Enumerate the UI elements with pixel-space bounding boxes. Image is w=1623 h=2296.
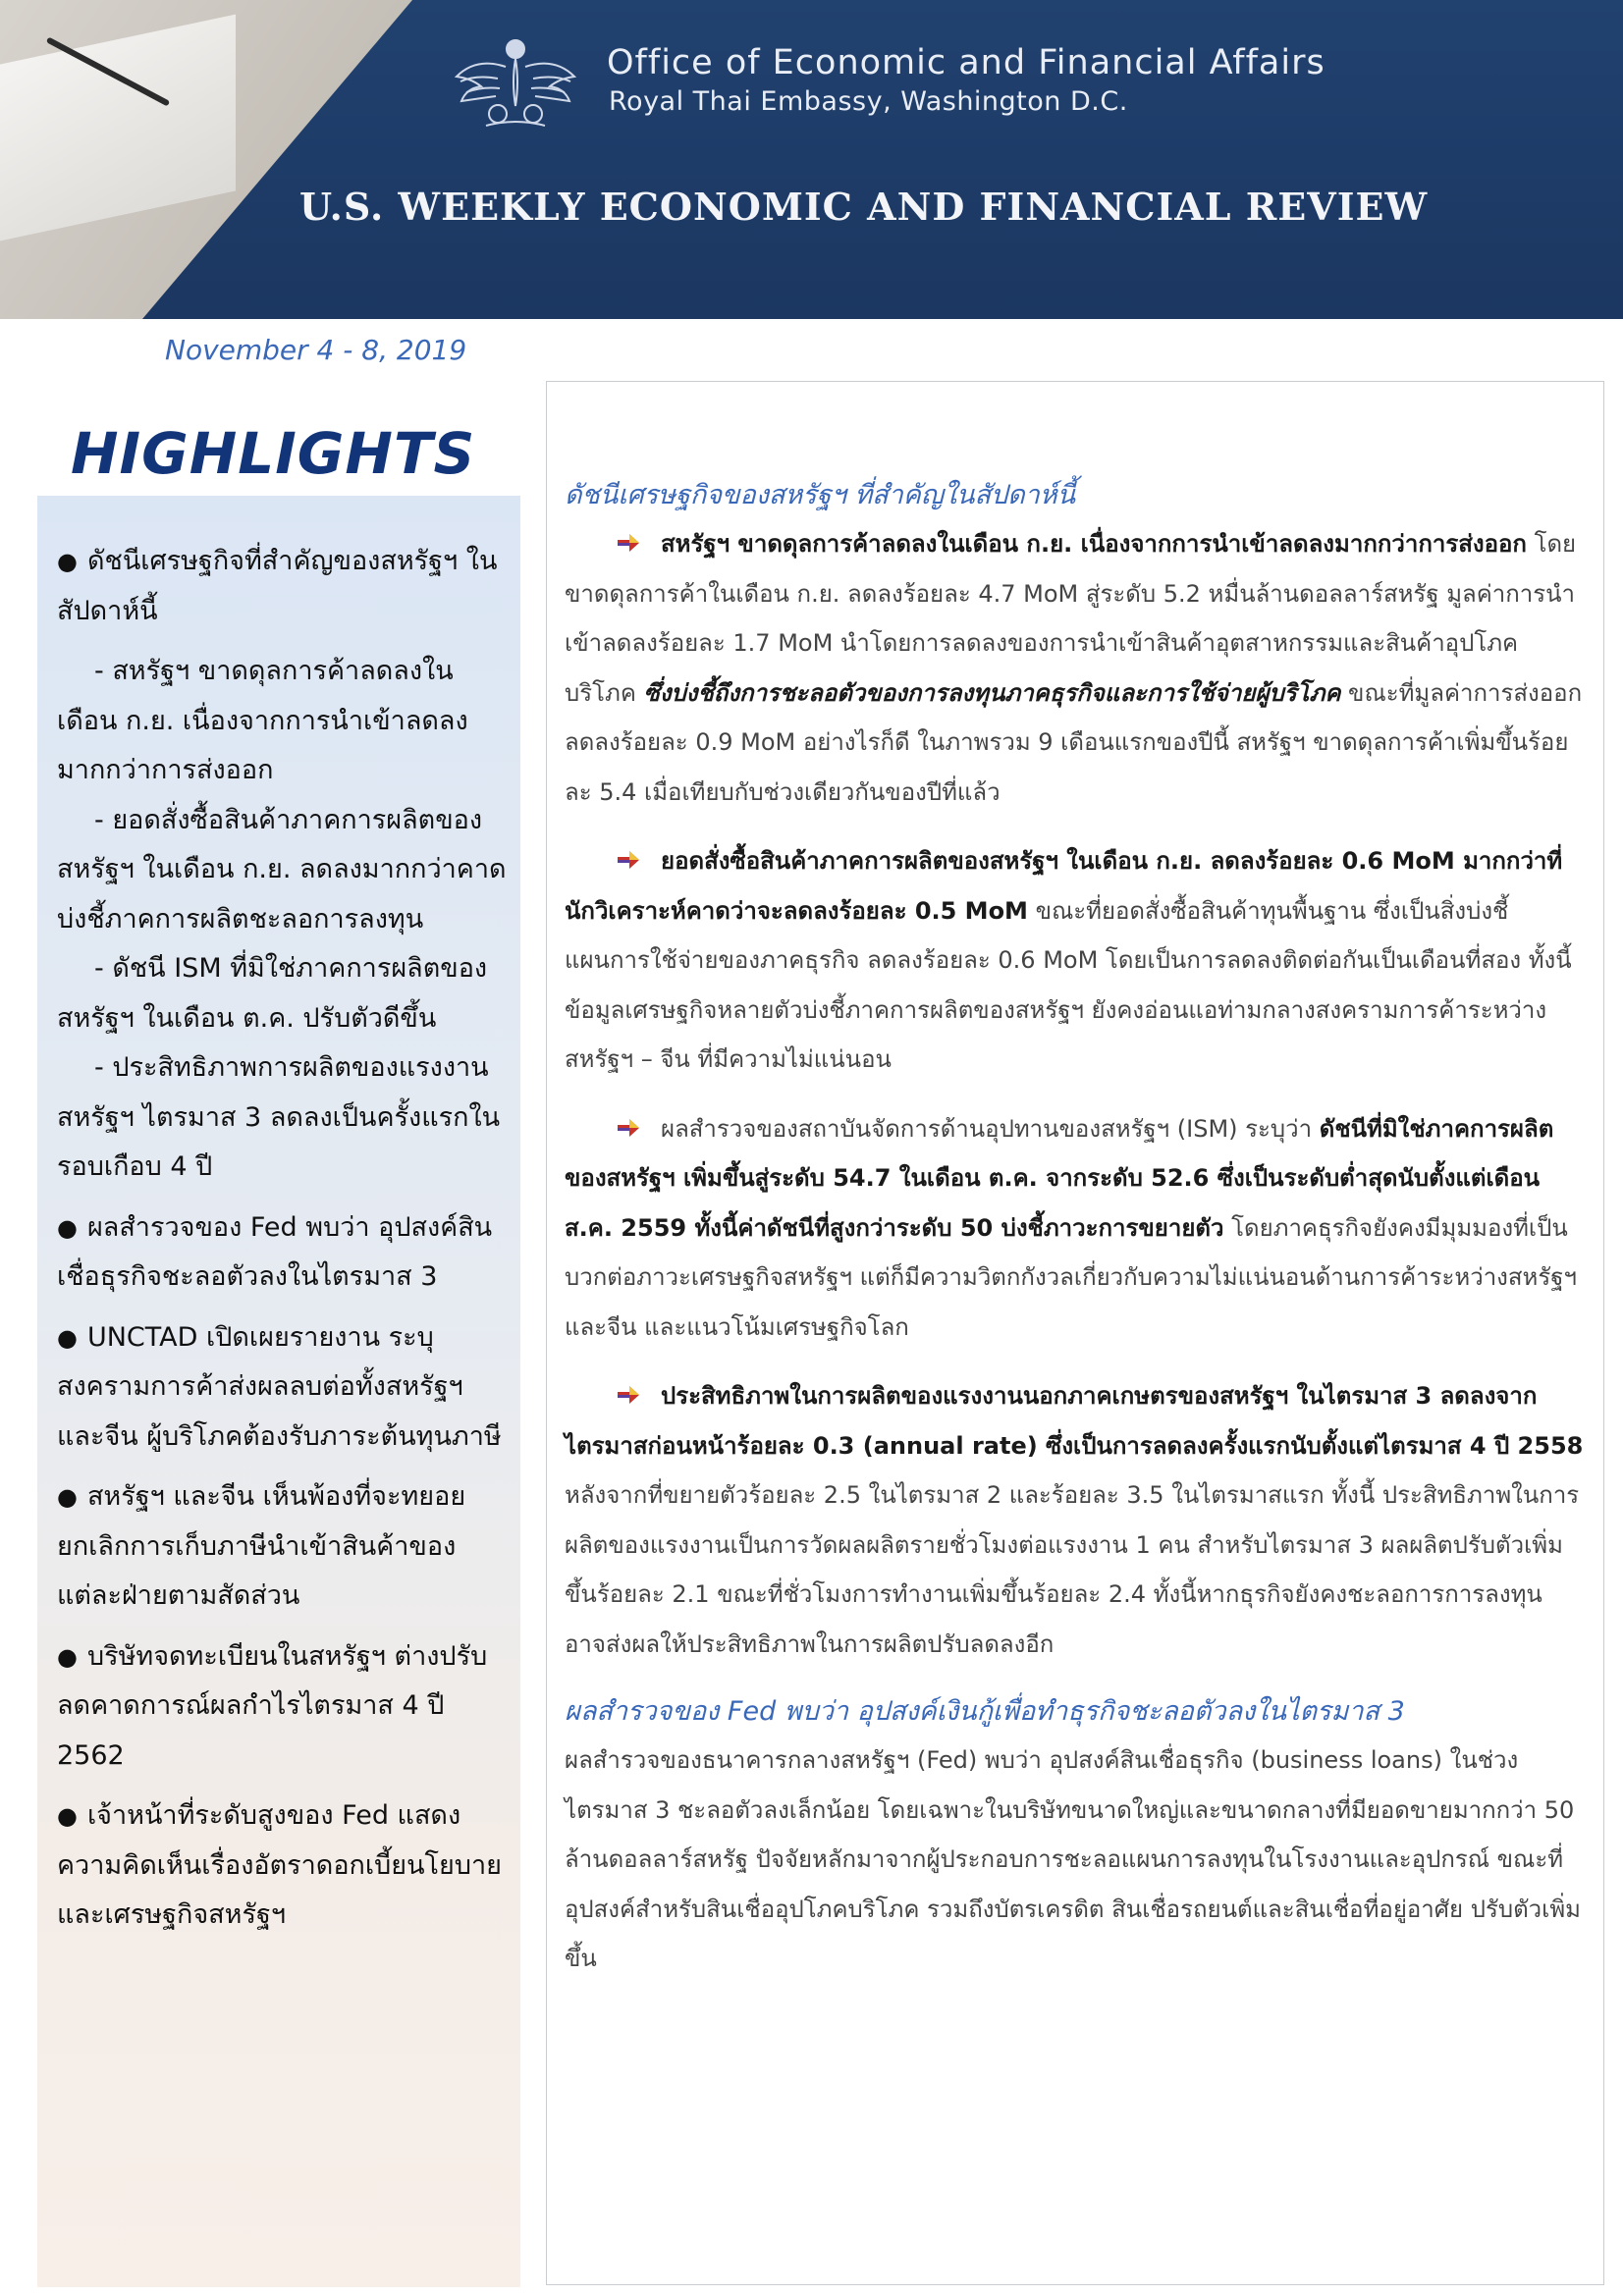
highlight-item: ● สหรัฐฯ และจีน เห็นพ้องที่จะทยอยยกเลิกการเก็บภาษีนำเข้าสินค้าของแต่ละฝ่ายตามสัดส่วน	[57, 1481, 466, 1611]
section-title: ดัชนีเศรษฐกิจของสหรัฐฯ ที่สำคัญในสัปดาห์นี้	[565, 480, 1076, 510]
bullet-icon: ●	[57, 1213, 78, 1242]
highlight-subitem: - ประสิทธิภาพการผลิตของแรงงานสหรัฐฯ ไตรมาส 3 ลดลงเป็นครั้งแรกในรอบเกือบ 4 ปี	[57, 1052, 501, 1182]
highlight-item: ● บริษัทจดทะเบียนในสหรัฐฯ ต่างปรับลดคาดการณ์ผลกำไรไตรมาส 4 ปี 2562	[57, 1640, 488, 1771]
article-paragraph: ผลสำรวจของสถาบันจัดการด้านอุปทานของสหรัฐฯ (ISM) ระบุว่า ดัชนีที่มิใช่ภาคการผลิตของสหรัฐฯ เพิ่มขึ้นสู่ระดับ 54.7 ในเดือน ต.ค. จากระดับ 52.6 ซึ่งเป็นระดับต่ำสุดนับตั้งแต่เดือน ส.ค. 2559 ทั้งนี้ค่าดัชนีที่สูงกว่าระดับ 50 บ่งชี้ภาวะการขยายตัว โดยภาคธุรกิจยังคงมีมุมมองที่เป็นบวกต่อภาวะเศรษฐกิจสหรัฐฯ แต่ก็มีความวิตกกังวลเกี่ยวกับความไม่แน่นอนด้านการค้าระหว่างสหรัฐฯ และจีน และแนวโน้มเศรษฐกิจโลก	[565, 1114, 1577, 1341]
main-content	[565, 472, 1586, 2003]
highlight-subitem: - ยอดสั่งซื้อสินค้าภาคการผลิตของสหรัฐฯ ในเดือน ก.ย. ลดลงมากกว่าคาด บ่งชี้ภาคการผลิตชะลอการลงทุน	[57, 804, 507, 934]
main-content-box	[546, 381, 1604, 2285]
bullet-icon: ●	[57, 548, 78, 575]
highlight-item: ● เจ้าหน้าที่ระดับสูงของ Fed แสดงความคิดเห็นเรื่องอัตราดอกเบี้ยนโยบายและเศรษฐกิจสหรัฐฯ	[57, 1800, 502, 1930]
arrow-bullet-icon	[616, 848, 641, 872]
article-paragraph: ยอดสั่งซื้อสินค้าภาคการผลิตของสหรัฐฯ ในเดือน ก.ย. ลดลงร้อยละ 0.6 MoM มากกว่าที่นักวิเคราะห์คาดว่าจะลดลงร้อยละ 0.5 MoM ขณะที่ยอดสั่งซื้อสินค้าทุนพื้นฐาน ซึ่งเป็นสิ่งบ่งชี้แผนการใช้จ่ายของภาคธุรกิจ ลดลงร้อยละ 0.6 MoM โดยเป็นการลดลงติดต่อกันเป็นเดือนที่สอง ทั้งนี้ข้อมูลเศรษฐกิจหลายตัวบ่งชี้ภาคการผลิตของสหรัฐฯ ยังคงอ่อนแอท่ามกลางสงครามการค้าระหว่างสหรัฐฯ – จีน ที่มีความไม่แน่นอน	[565, 847, 1572, 1073]
highlight-item: ● ผลสำรวจของ Fed พบว่า อุปสงค์สินเชื่อธุรกิจชะลอตัวลงในไตรมาส 3	[57, 1211, 493, 1292]
section-title: ผลสำรวจของ Fed พบว่า อุปสงค์เงินกู้เพื่อทำธุรกิจชะลอตัวลงในไตรมาส 3	[565, 1696, 1405, 1727]
review-title: U.S. WEEKLY ECONOMIC AND FINANCIAL REVIEW	[299, 185, 1429, 229]
highlight-item: ● ดัชนีเศรษฐกิจที่สำคัญของสหรัฐฯ ในสัปดาห์นี้	[57, 546, 498, 626]
arrow-bullet-icon	[616, 1383, 641, 1407]
arrow-bullet-icon	[616, 531, 641, 555]
highlights-title: HIGHLIGHTS	[71, 420, 476, 487]
article-paragraph: ประสิทธิภาพในการผลิตของแรงงานนอกภาคเกษตรของสหรัฐฯ ในไตรมาส 3 ลดลงจากไตรมาสก่อนหน้าร้อยละ 0.3 (annual rate) ซึ่งเป็นการลดลงครั้งแรกนับตั้งแต่ไตรมาส 4 ปี 2558 หลังจากที่ขยายตัวร้อยละ 2.5 ในไตรมาส 2 และร้อยละ 3.5 ในไตรมาสแรก ทั้งนี้ ประสิทธิภาพในการผลิตของแรงงานเป็นการวัดผลผลิตรายชั่วโมงต่อแรงงาน 1 คน สำหรับไตรมาส 3 ผลผลิตปรับตัวเพิ่มขึ้นร้อยละ 2.1 ขณะที่ชั่วโมงการทำงานเพิ่มขึ้นร้อยละ 2.4 ทั้งนี้หากธุรกิจยังคงชะลอการการลงทุน อาจส่งผลให้ประสิทธิภาพในการผลิตปรับลดลงอีก	[565, 1382, 1584, 1658]
garuda-logo-icon	[447, 27, 584, 135]
bullet-icon: ●	[57, 1802, 78, 1830]
highlights-panel	[37, 496, 520, 2287]
article-paragraph: สหรัฐฯ ขาดดุลการค้าลดลงในเดือน ก.ย. เนื่องจากการนำเข้าลดลงมากกว่าการส่งออก โดยขาดดุลการค้าในเดือน ก.ย. ลดลงร้อยละ 4.7 MoM สู่ระดับ 5.2 หมื่นล้านดอลลาร์สหรัฐ มูลค่าการนำเข้าลดลงร้อยละ 1.7 MoM นำโดยการลดลงของการนำเข้าสินค้าอุตสาหกรรมและสินค้าอุปโภคบริโภค ซึ่งบ่งชี้ถึงการชะลอตัวของการลงทุนภาคธุรกิจและการใช้จ่ายผู้บริโภค ขณะที่มูลค่าการส่งออกลดลงร้อยละ 0.9 MoM อย่างไรก็ดี ในภาพรวม 9 เดือนแรกของปีนี้ สหรัฐฯ ขาดดุลการค้าเพิ่มขึ้นร้อยละ 5.4 เมื่อเทียบกับช่วงเดียวกันของปีที่แล้ว	[565, 530, 1583, 806]
bullet-icon: ●	[57, 1483, 78, 1511]
highlight-subitem: - ดัชนี ISM ที่มิใช่ภาคการผลิตของสหรัฐฯ ในเดือน ต.ค. ปรับตัวดีขึ้น	[57, 953, 488, 1034]
article-paragraph: ผลสำรวจของธนาคารกลางสหรัฐฯ (Fed) พบว่า อุปสงค์สินเชื่อธุรกิจ (business loans) ในช่วงไตรมาส 3 ชะลอตัวลงเล็กน้อย โดยเฉพาะในบริษัทขนาดใหญ่และขนาดกลางที่มียอดขายมากกว่า 50 ล้านดอลลาร์สหรัฐ ปัจจัยหลักมาจากผู้ประกอบการชะลอแผนการลงทุนในโรงงานและอุปกรณ์ ขณะที่อุปสงค์สำหรับสินเชื่ออุปโภคบริโภค รวมถึงบัตรเครดิต สินเชื่อรถยนต์และสินเชื่อที่อยู่อาศัย ปรับตัวเพิ่มขึ้น	[565, 1746, 1581, 1972]
arrow-bullet-icon	[616, 1116, 641, 1140]
bullet-icon: ●	[57, 1323, 78, 1352]
highlights-list	[57, 537, 514, 1951]
org-title: Office of Economic and Financial Affairs	[607, 43, 1325, 82]
header-banner	[0, 0, 1623, 319]
paper-sheet-graphic	[0, 14, 236, 240]
highlight-subitem: - สหรัฐฯ ขาดดุลการค้าลดลงในเดือน ก.ย. เนื่องจากการนำเข้าลดลงมากกว่าการส่งออก	[57, 656, 468, 785]
org-subtitle: Royal Thai Embassy, Washington D.C.	[609, 86, 1128, 117]
bullet-icon: ●	[57, 1642, 78, 1671]
report-date: November 4 - 8, 2019	[165, 334, 467, 366]
highlight-item: ● UNCTAD เปิดเผยรายงาน ระบุสงครามการค้าส่งผลลบต่อทั้งสหรัฐฯ และจีน ผู้บริโภคต้องรับภาระต้นทุนภาษี	[57, 1321, 502, 1452]
